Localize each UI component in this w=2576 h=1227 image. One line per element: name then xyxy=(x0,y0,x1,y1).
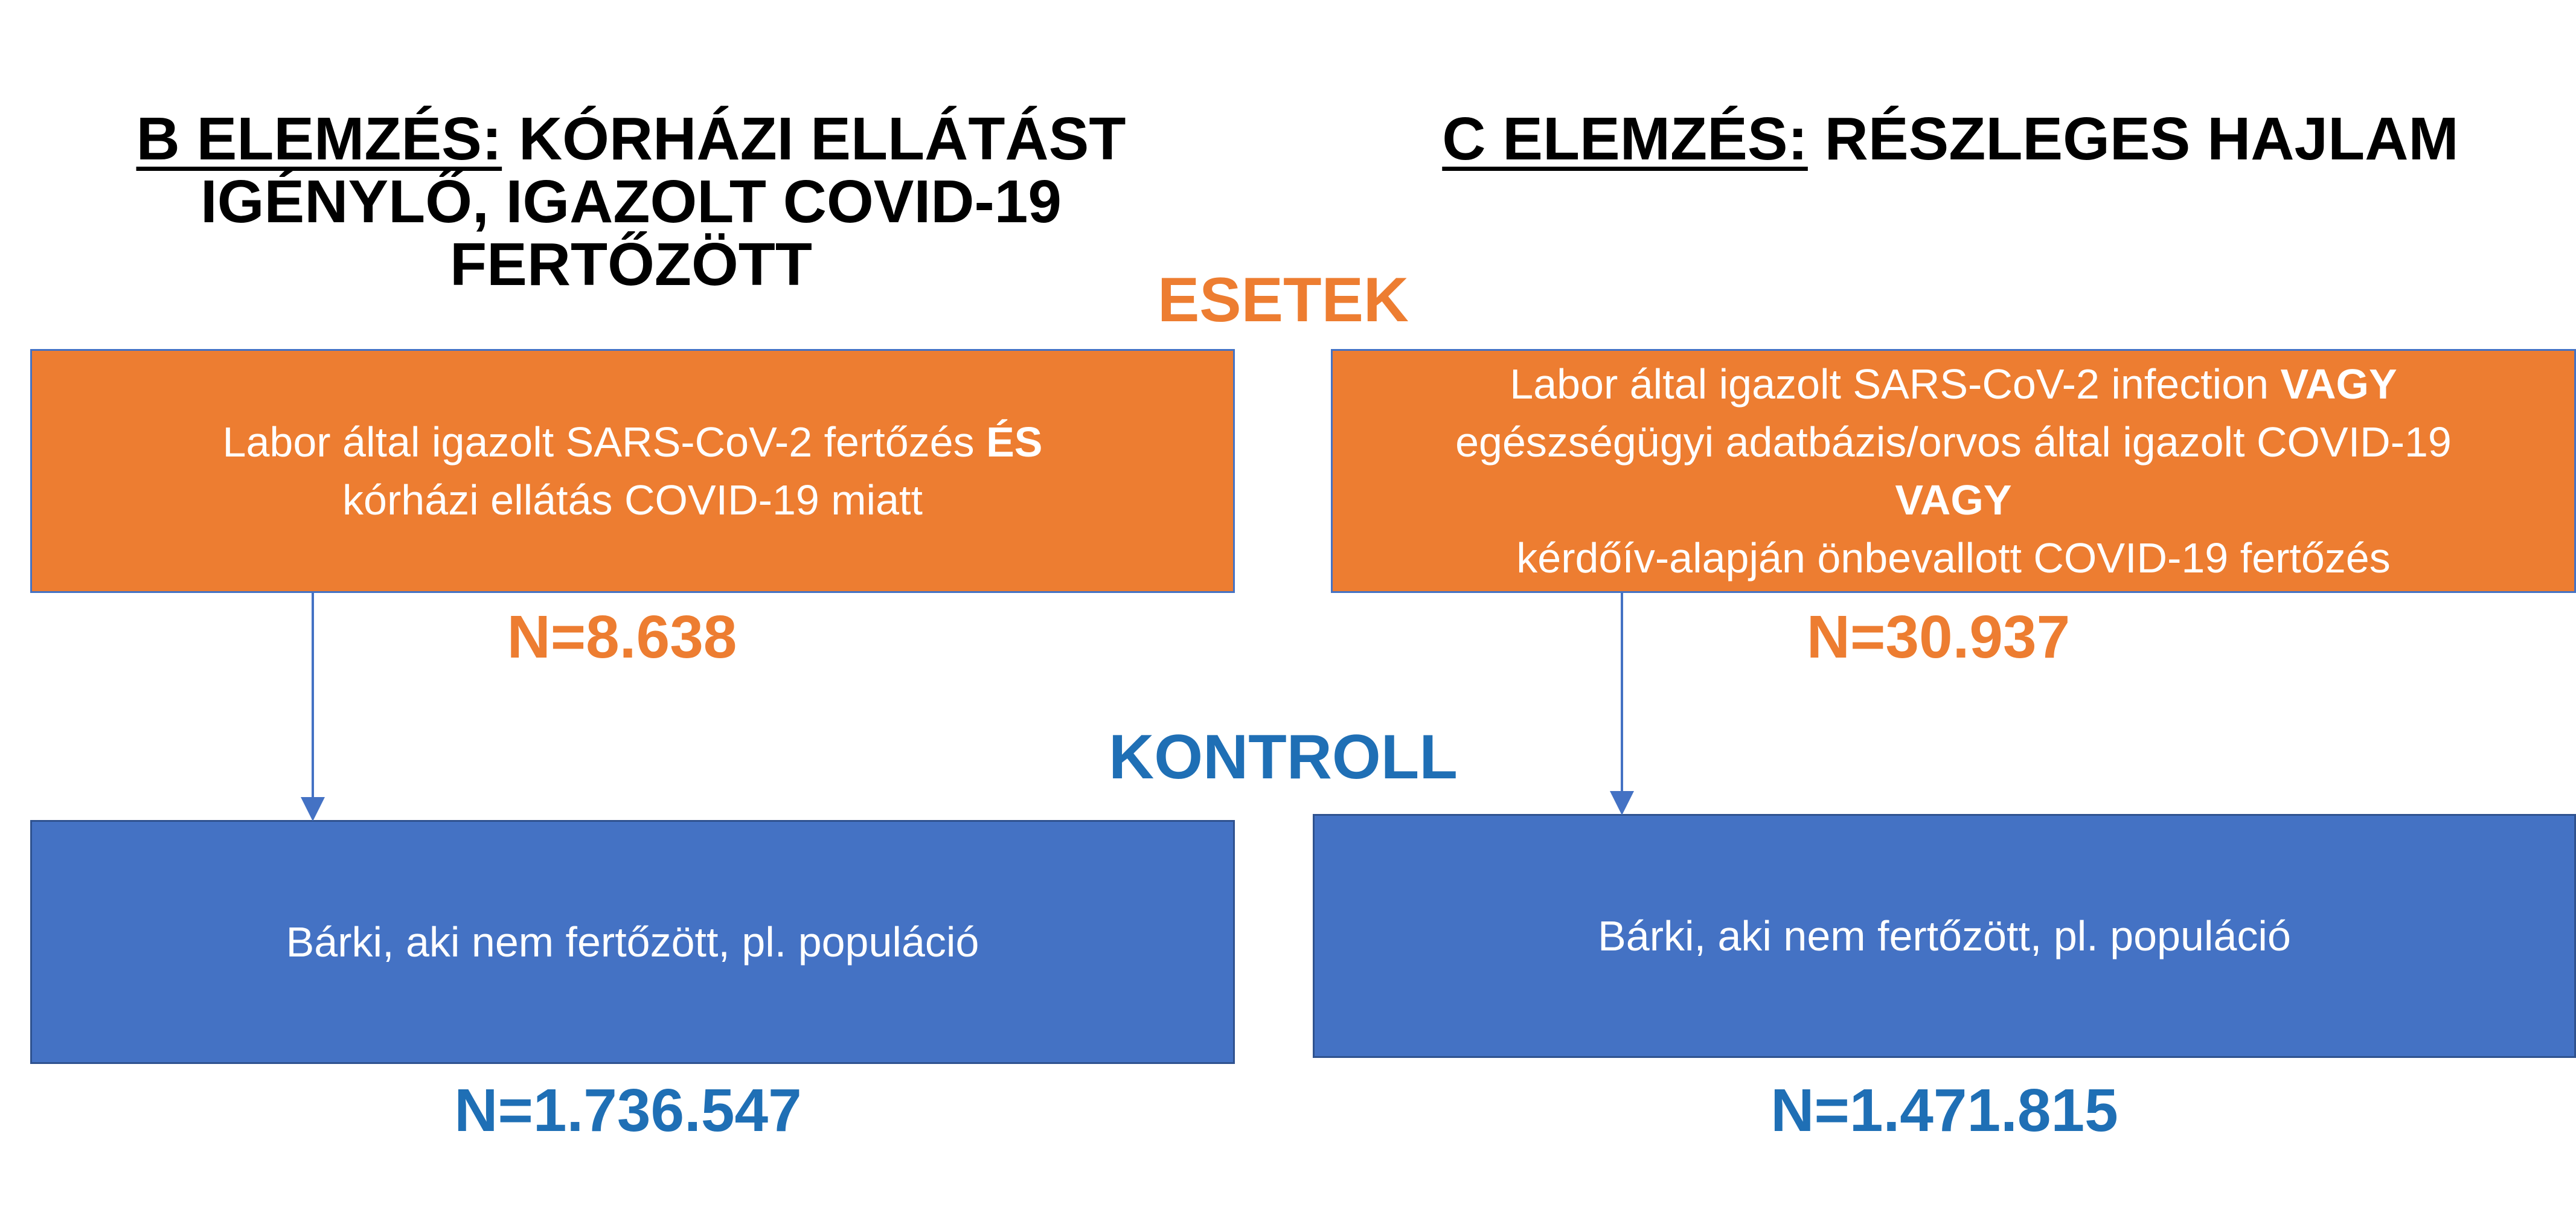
controls-label: KONTROLL xyxy=(1109,722,1458,792)
right-case-line2: egészségügyi adatbázis/orvos által igazolt COVID-19 xyxy=(1455,418,2452,466)
left-control-text: Bárki, aki nem fertőzött, pl. populáció xyxy=(286,918,979,966)
left-case-line2: kórházi ellátás COVID-19 miatt xyxy=(342,476,923,524)
left-heading-line1-rest: KÓRHÁZI ELLÁTÁST xyxy=(502,105,1126,173)
left-control-count: N=1.736.547 xyxy=(454,1077,802,1144)
right-case-count: N=30.937 xyxy=(1806,603,2071,671)
left-heading-line3: FERTŐZÖTT xyxy=(450,231,812,298)
right-case-line1-bold: VAGY xyxy=(2280,360,2397,408)
left-case-line1: Labor által igazolt SARS-CoV-2 fertőzés xyxy=(222,418,987,466)
cases-label: ESETEK xyxy=(1157,265,1409,335)
left-heading-prefix: B ELEMZÉS: xyxy=(136,105,502,173)
right-case-line3-bold: VAGY xyxy=(1895,476,2012,524)
right-control-text: Bárki, aki nem fertőzött, pl. populáció xyxy=(1598,912,2291,959)
right-case-line4: kérdőív-alapján önbevallott COVID-19 fertőzés xyxy=(1516,534,2391,581)
left-heading-line2: IGÉNYLŐ, IGAZOLT COVID-19 xyxy=(200,168,1062,235)
left-case-line1-bold: ÉS xyxy=(986,418,1043,466)
right-case-line1: Labor által igazolt SARS-CoV-2 infection xyxy=(1510,360,2281,408)
right-heading-rest: RÉSZLEGES HAJLAM xyxy=(1807,105,2459,173)
left-case-count: N=8.638 xyxy=(507,603,737,671)
right-control-count: N=1.471.815 xyxy=(1770,1077,2118,1144)
right-heading-prefix: C ELEMZÉS: xyxy=(1442,105,1808,173)
